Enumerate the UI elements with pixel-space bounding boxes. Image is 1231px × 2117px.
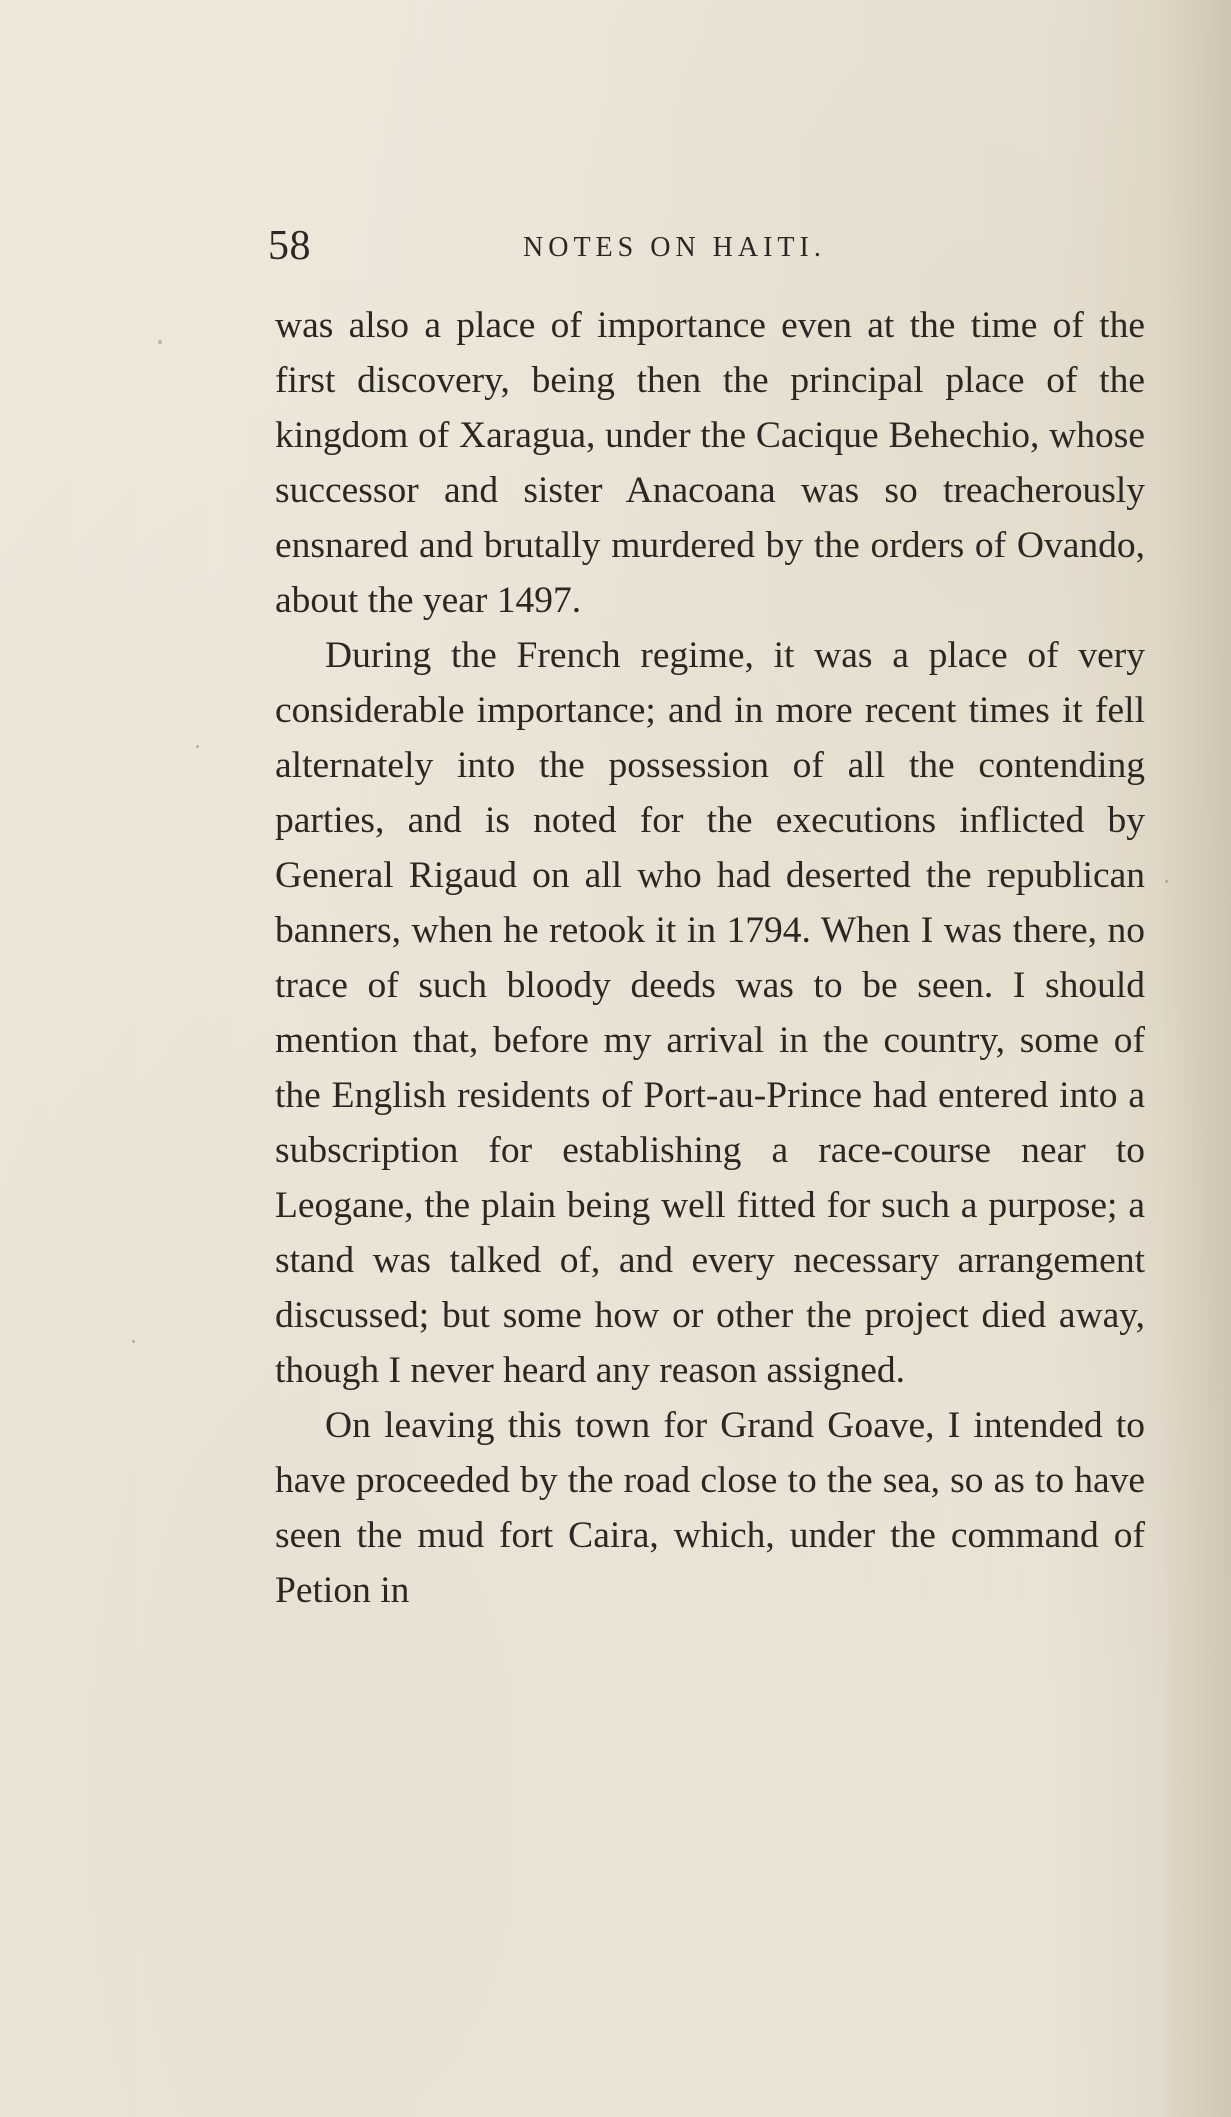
page-body	[275, 298, 1145, 1618]
page-number: 58	[268, 223, 311, 269]
page-gutter-shadow	[1161, 0, 1231, 2117]
running-title: NOTES ON HAITI.	[523, 232, 826, 263]
paper-speck	[158, 340, 162, 344]
paper-speck	[132, 1340, 135, 1343]
paragraph: On leaving this town for Grand Goave, I intended to have proceeded by the road close to the sea, so as to have seen the mud fort Caira, which, under the command of Petion in	[275, 1405, 1145, 1611]
paragraph: During the French regime, it was a place of very considerable importance; and in more recent times it fell alternately into the possession of all the contending parties, and is noted for the executions inflicted by General Rigaud on all who had deserted the republican banners, when he retook it in 1794. When I was there, no trace of such bloody deeds was to be seen. I should mention that, before my arrival in the country, some of the English residents of Port-au-Prince had entered into a subscription for establishing a race-course near to Leogane, the plain being well fitted for such a purpose; a stand was talked of, and every necessary arrangement discussed; but some how or other the project died away, though I never heard any reason assigned.	[275, 635, 1145, 1391]
paper-speck	[1165, 880, 1168, 883]
paper-speck	[196, 745, 199, 748]
paragraph-continued: was also a place of importance even at the time of the first discovery, being then the principal place of the kingdom of Xaragua, under the Cacique Behechio, whose successor and sister Anacoana was so treacherously ensnared and brutally murdered by the orders of Ovando, about the year 1497.	[275, 305, 1145, 621]
page-header	[268, 216, 1148, 276]
